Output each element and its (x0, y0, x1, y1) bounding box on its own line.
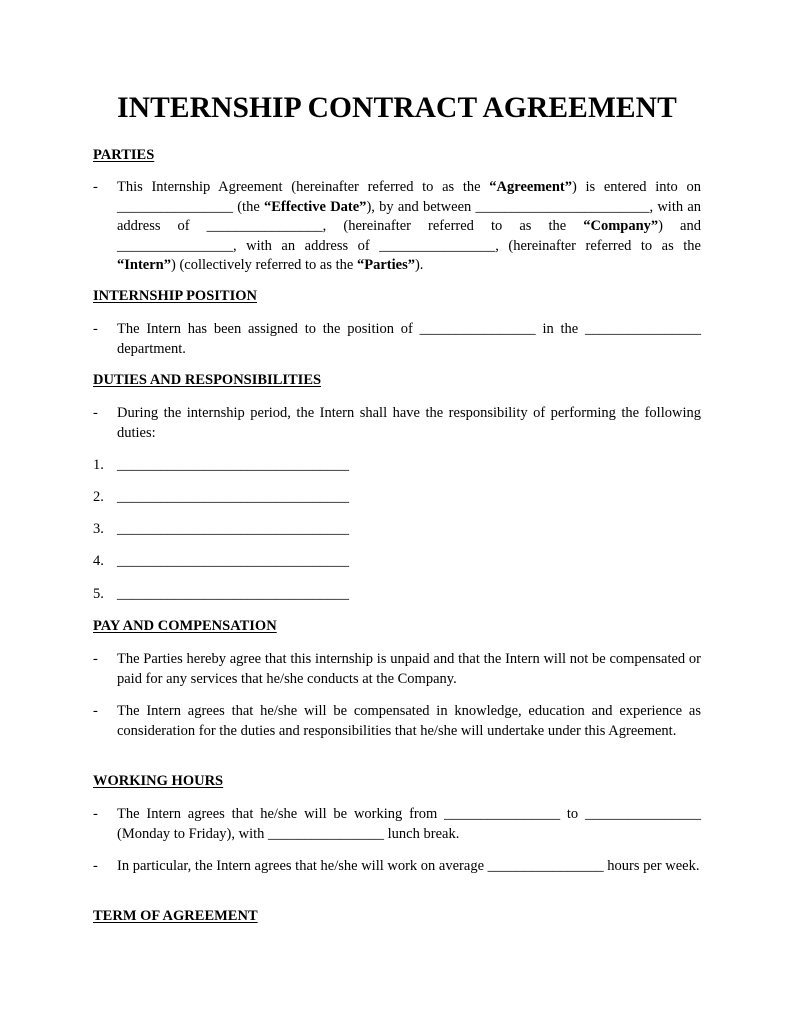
bullet-dash: - (93, 321, 98, 337)
position-paragraph (93, 320, 701, 359)
section-heading-parties: PARTIES (93, 147, 155, 163)
duty-blank: ________________________________ (117, 489, 349, 505)
duties-paragraph (93, 404, 701, 443)
parties-text: This Internship Agreement (hereinafter referred to as the “Agreement”) is entered into on ________________ (the “Effective Date”), by and between ________________________, with an address of ________________, (hereinafter referred to as the “Company”) and ________________, with an address of ________________, (hereinafter referred to as the “Intern”) (collectively referred to as the “Parties”). (117, 179, 702, 273)
section-heading-duties: DUTIES AND RESPONSIBILITIES (93, 372, 322, 388)
section-heading-hours: WORKING HOURS (93, 773, 224, 789)
bullet-dash: - (93, 703, 98, 719)
duty-blank: ________________________________ (117, 457, 349, 473)
pay-paragraph-1 (93, 650, 701, 689)
bullet-dash: - (93, 651, 98, 667)
duty-blank: ________________________________ (117, 586, 349, 602)
section-heading-position: INTERNSHIP POSITION (93, 288, 257, 304)
document-title: INTERNSHIP CONTRACT AGREEMENT (117, 92, 677, 124)
duty-line-3 (93, 520, 349, 540)
position-text: The Intern has been assigned to the position of ________________ in the ________________ department. (117, 321, 701, 357)
duty-blank: ________________________________ (117, 553, 349, 569)
bullet-dash: - (93, 179, 98, 195)
hours-paragraph-2 (93, 857, 701, 877)
duty-line-5 (93, 585, 349, 605)
pay-paragraph-2 (93, 702, 701, 741)
bullet-dash: - (93, 858, 98, 874)
duty-number: 5. (93, 586, 104, 602)
hours-paragraph-1 (93, 805, 701, 844)
duty-line-2 (93, 488, 349, 508)
duty-number: 2. (93, 489, 104, 505)
section-heading-pay: PAY AND COMPENSATION (93, 618, 277, 634)
bullet-dash: - (93, 405, 98, 421)
duty-number: 1. (93, 457, 104, 473)
pay-text-2: The Intern agrees that he/she will be compensated in knowledge, education and experience as consideration for the duties and responsibilities that he/she will undertake under this Agreement. (117, 703, 701, 739)
duties-text: During the internship period, the Intern shall have the responsibility of performing the following duties: (117, 405, 701, 441)
bullet-dash: - (93, 806, 98, 822)
duty-number: 4. (93, 553, 104, 569)
duty-blank: ________________________________ (117, 521, 349, 537)
duty-number: 3. (93, 521, 104, 537)
duty-line-1 (93, 456, 349, 476)
section-heading-term: TERM OF AGREEMENT (93, 908, 258, 924)
hours-text-2: In particular, the Intern agrees that he/she will work on average ________________ hours per week. (117, 858, 700, 874)
pay-text-1: The Parties hereby agree that this internship is unpaid and that the Intern will not be compensated or paid for any services that he/she conducts at the Company. (117, 651, 701, 687)
hours-text-1: The Intern agrees that he/she will be working from ________________ to ________________ (Monday to Friday), with ________________ lunch break. (117, 806, 701, 842)
parties-paragraph (93, 178, 701, 276)
duty-line-4 (93, 552, 349, 572)
